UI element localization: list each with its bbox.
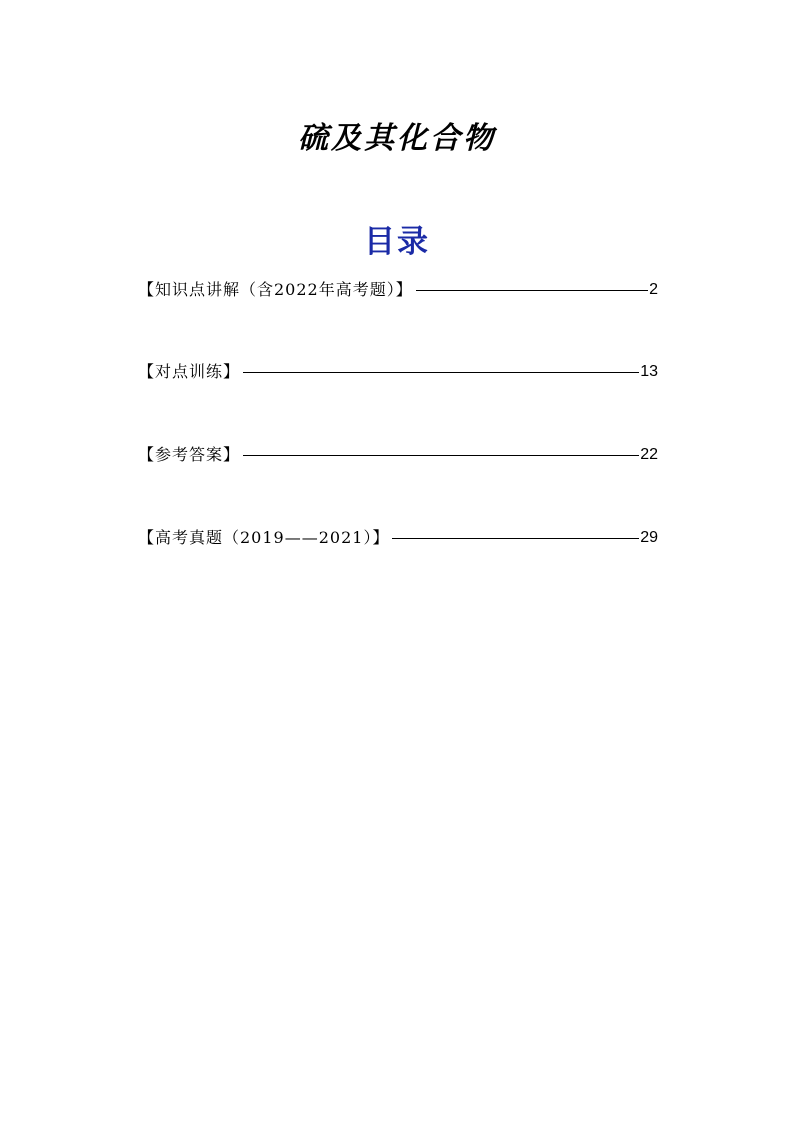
toc-entry-page-number: 13	[640, 363, 658, 380]
document-title: 硫及其化合物	[298, 121, 496, 156]
toc-entry-label: 【知识点讲解（含2022年高考题）】	[138, 280, 413, 299]
toc-entry-page-number: 2	[649, 281, 658, 298]
toc-leader-line	[243, 372, 639, 373]
toc-leader-line	[416, 290, 648, 291]
toc-entry-label: 【参考答案】	[138, 445, 241, 464]
toc-entry-page-number: 29	[640, 529, 658, 546]
toc-entry-past-exams[interactable]	[138, 526, 658, 550]
toc-entry-page-number: 22	[640, 446, 658, 463]
toc-entry-label: 【对点训练】	[138, 362, 241, 381]
toc-entry-practice[interactable]	[138, 360, 658, 384]
toc-leader-line	[243, 455, 639, 456]
toc-heading: 目录	[364, 224, 430, 260]
toc-entry-answers[interactable]	[138, 443, 658, 467]
toc-entry-knowledge-points[interactable]	[138, 278, 658, 302]
toc-entry-label: 【高考真题（2019——2021）】	[138, 528, 390, 547]
toc-leader-line	[392, 538, 639, 539]
